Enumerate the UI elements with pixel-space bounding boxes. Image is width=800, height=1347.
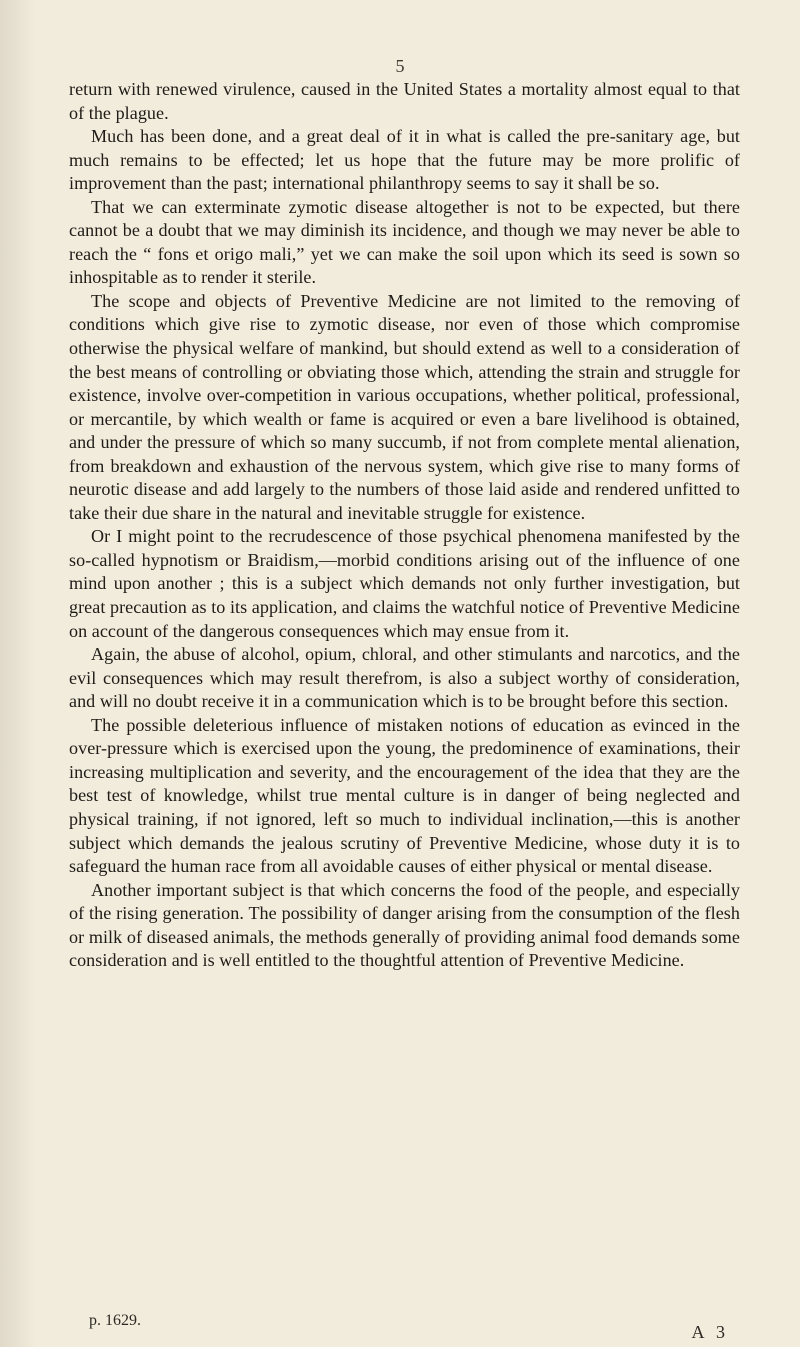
paragraph: The possible deleterious influence of mistaken notions of education as evinced in the over-pressure which is exercised upon the young, the predominence of examinations, their increasing multiplication and severity, and the encouragement of the idea that they are the best test of knowledge, whilst true mental culture is in danger of being neglected and physical training, if not ignored, left so much to individual inclination,—this is another subject which demands the jealous scrutiny of Preventive Medicine, whose duty it is to safeguard the human race from all avoidable causes of either physical or mental disease. <box>69 714 740 877</box>
paragraph: return with renewed virulence, caused in the United States a mortality almost equal to that of the plague. <box>69 79 740 123</box>
paragraph: Or I might point to the recrudescence of those psychical phenomena manifested by the so-called hypnotism or Braidism,—morbid conditions arising out of the influence of one mind upon another ; this is a subject which demands not only further investigation, but great precaution as to its application, and claims the watchful notice of Preventive Medicine on account of the dangerous consequences which may ensue from it. <box>69 526 740 641</box>
paragraph: Much has been done, and a great deal of it in what is called the pre-sanitary age, but much remains to be effected; let us hope that the future may be more prolific of improvement than the past; international philanthropy seems to say it shall be so. <box>69 126 740 194</box>
print-reference: p. 1629. <box>89 1312 141 1329</box>
paragraph: That we can exterminate zymotic disease altogether is not to be expected, but there cannot be a doubt that we may diminish its incidence, and though we may never be able to reach the “ fons et origo mali,” yet we can make the soil upon which its seed is sown so inhospitable as to render it sterile. <box>69 196 740 288</box>
signature-mark: A 3 <box>691 1322 729 1342</box>
paragraph: Another important subject is that which concerns the food of the people, and especially of the rising generation. The possibility of danger arising from the consumption of the flesh or milk of diseased animals, the methods generally of providing animal food demands some consideration and is well entitled to the thoughtful attention of Preventive Medicine. <box>69 879 740 971</box>
page-number: 5 <box>395 56 405 76</box>
paragraph: The scope and objects of Preventive Medicine are not limited to the removing of conditions which give rise to zymotic disease, nor even of those which compromise otherwise the physical welfare of mankind, but should extend as well to a consideration of the best means of controlling or obviating those which, attending the strain and struggle for existence, involve over-competition in various occupations, whether political, professional, or mercantile, by which wealth or fame is acquired or even a bare livelihood is obtained, and under the pressure of which so many succumb, if not from complete mental alienation, from breakdown and exhaustion of the nervous system, which give rise to many forms of neurotic disease and add largely to the numbers of those laid aside and rendered unfitted to take their due share in the natural and inevitable struggle for existence. <box>69 290 740 523</box>
paragraph: Again, the abuse of alcohol, opium, chloral, and other stimulants and narcotics, and the evil consequences which may result therefrom, is also a subject worthy of consideration, and will no doubt receive it in a communication which is to be brought before this section. <box>69 644 740 712</box>
body-text <box>69 78 740 973</box>
